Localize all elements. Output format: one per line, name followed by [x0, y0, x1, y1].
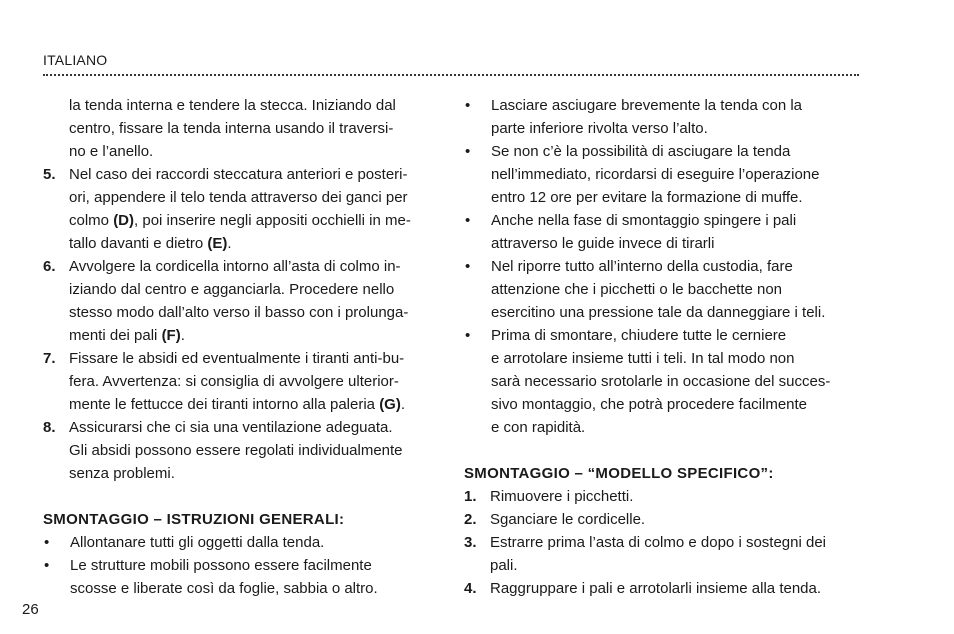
- bullet-item: [464, 209, 859, 255]
- bullet-icon: •: [465, 212, 471, 229]
- step-text-part: .: [227, 235, 232, 252]
- left-column: [43, 94, 437, 600]
- bullet-icon: •: [465, 327, 471, 344]
- dotted-divider: [43, 74, 859, 76]
- step-text: [69, 347, 437, 416]
- step-8: [43, 416, 437, 485]
- section-heading-general: SMONTAGGIO – ISTRUZIONI GENERALI:: [43, 511, 345, 528]
- bullet-item: [464, 94, 859, 140]
- bullet-item: [464, 324, 859, 439]
- step-text: [69, 163, 437, 255]
- step-6: [43, 255, 437, 347]
- section-heading-specific: SMONTAGGIO – “MODELLO SPECIFICO”:: [464, 465, 774, 482]
- step-7: [43, 347, 437, 416]
- bullet-item: [464, 140, 859, 209]
- figure-ref: (D): [113, 212, 135, 229]
- step-text: [69, 255, 437, 347]
- step-text-part: .: [400, 396, 406, 413]
- bullet-icon: •: [465, 258, 471, 275]
- step-3: [464, 531, 859, 577]
- bullet-item: [43, 531, 437, 554]
- step-text-part: Avvolgere la cordicella intorno all’asta di colmo in- iziando dal centro e agganciarla. Procedere nello stesso modo dall’alto verso il basso con i prolunga- menti dei pali: [69, 258, 409, 344]
- step-text: Rimuovere i picchetti.: [490, 488, 634, 505]
- step-number: 7.: [43, 350, 56, 367]
- step-number: 3.: [464, 534, 477, 551]
- step-text: Raggruppare i pali e arrotolarli insieme alla tenda.: [490, 580, 822, 597]
- bullet-text: Se non c’è la possibilità di asciugare la tenda nell’immediato, ricordarsi di eseguire l’operazione entro 12 ore per evitare la formazione di muffe.: [491, 143, 820, 206]
- bullet-icon: •: [44, 557, 50, 574]
- intro-continuation: la tenda interna e tendere la stecca. Iniziando dal centro, fissare la tenda interna usando il traversi- no e l’anello.: [69, 97, 396, 160]
- figure-ref: (E): [207, 235, 228, 252]
- step-1: [464, 485, 859, 508]
- bullet-text: Anche nella fase di smontaggio spingere i pali attraverso le guide invece di tirarli: [491, 212, 797, 252]
- step-number: 2.: [464, 511, 477, 528]
- step-number: 5.: [43, 166, 56, 183]
- step-text: Sganciare le cordicelle.: [490, 511, 646, 528]
- step-number: 1.: [464, 488, 477, 505]
- bullet-text: Nel riporre tutto all’interno della custodia, fare attenzione che i picchetti o le bacchette non esercitino una pressione tale da danneggiare i teli.: [491, 258, 826, 321]
- step-4: [464, 577, 859, 600]
- step-text-part: , poi inserire negli appositi occhielli in me- tallo davanti e dietro: [69, 212, 411, 252]
- step-number: 6.: [43, 258, 56, 275]
- bullet-text: Allontanare tutti gli oggetti dalla tenda.: [70, 534, 325, 551]
- step-text-part: Nel caso dei raccordi steccatura anteriori e posteri- ori, appendere il telo tenda attraverso dei ganci per colmo: [69, 166, 408, 229]
- bullet-item: [464, 255, 859, 324]
- bullet-icon: •: [44, 534, 50, 551]
- bullet-text: Prima di smontare, chiudere tutte le cerniere e arrotolare insieme tutti i teli. In tal modo non sarà necessario srotolarle in occasione del succes- sivo montaggio, che potrà procedere facilmente e con rapidità.: [491, 327, 831, 436]
- step-5: [43, 163, 437, 255]
- step-2: [464, 508, 859, 531]
- step-text: Estrarre prima l’asta di colmo e dopo i sostegni dei pali.: [490, 534, 826, 574]
- step-text: Assicurarsi che ci sia una ventilazione adeguata. Gli absidi possono essere regolati individualmente senza problemi.: [69, 419, 403, 482]
- step-number: 8.: [43, 419, 56, 436]
- bullet-text: Le strutture mobili possono essere facilmente scosse e liberate così da foglie, sabbia o altro.: [70, 557, 378, 597]
- right-column: [464, 94, 859, 600]
- step-number: 4.: [464, 580, 477, 597]
- bullet-icon: •: [465, 97, 471, 114]
- figure-ref: (F): [161, 327, 181, 344]
- bullet-text: Lasciare asciugare brevemente la tenda con la parte inferiore rivolta verso l’alto.: [491, 97, 803, 137]
- page-number: 26: [22, 601, 39, 618]
- language-header: ITALIANO: [43, 52, 108, 68]
- bullet-icon: •: [465, 143, 471, 160]
- step-text-part: .: [180, 327, 185, 344]
- step-text-part: Fissare le absidi ed eventualmente i tiranti anti-bu- fera. Avvertenza: si consiglia di avvolgere ulterior- mente le fettucce dei tiranti intorno alla paleria: [69, 350, 405, 413]
- figure-ref: (G): [379, 396, 401, 413]
- bullet-item: [43, 554, 437, 600]
